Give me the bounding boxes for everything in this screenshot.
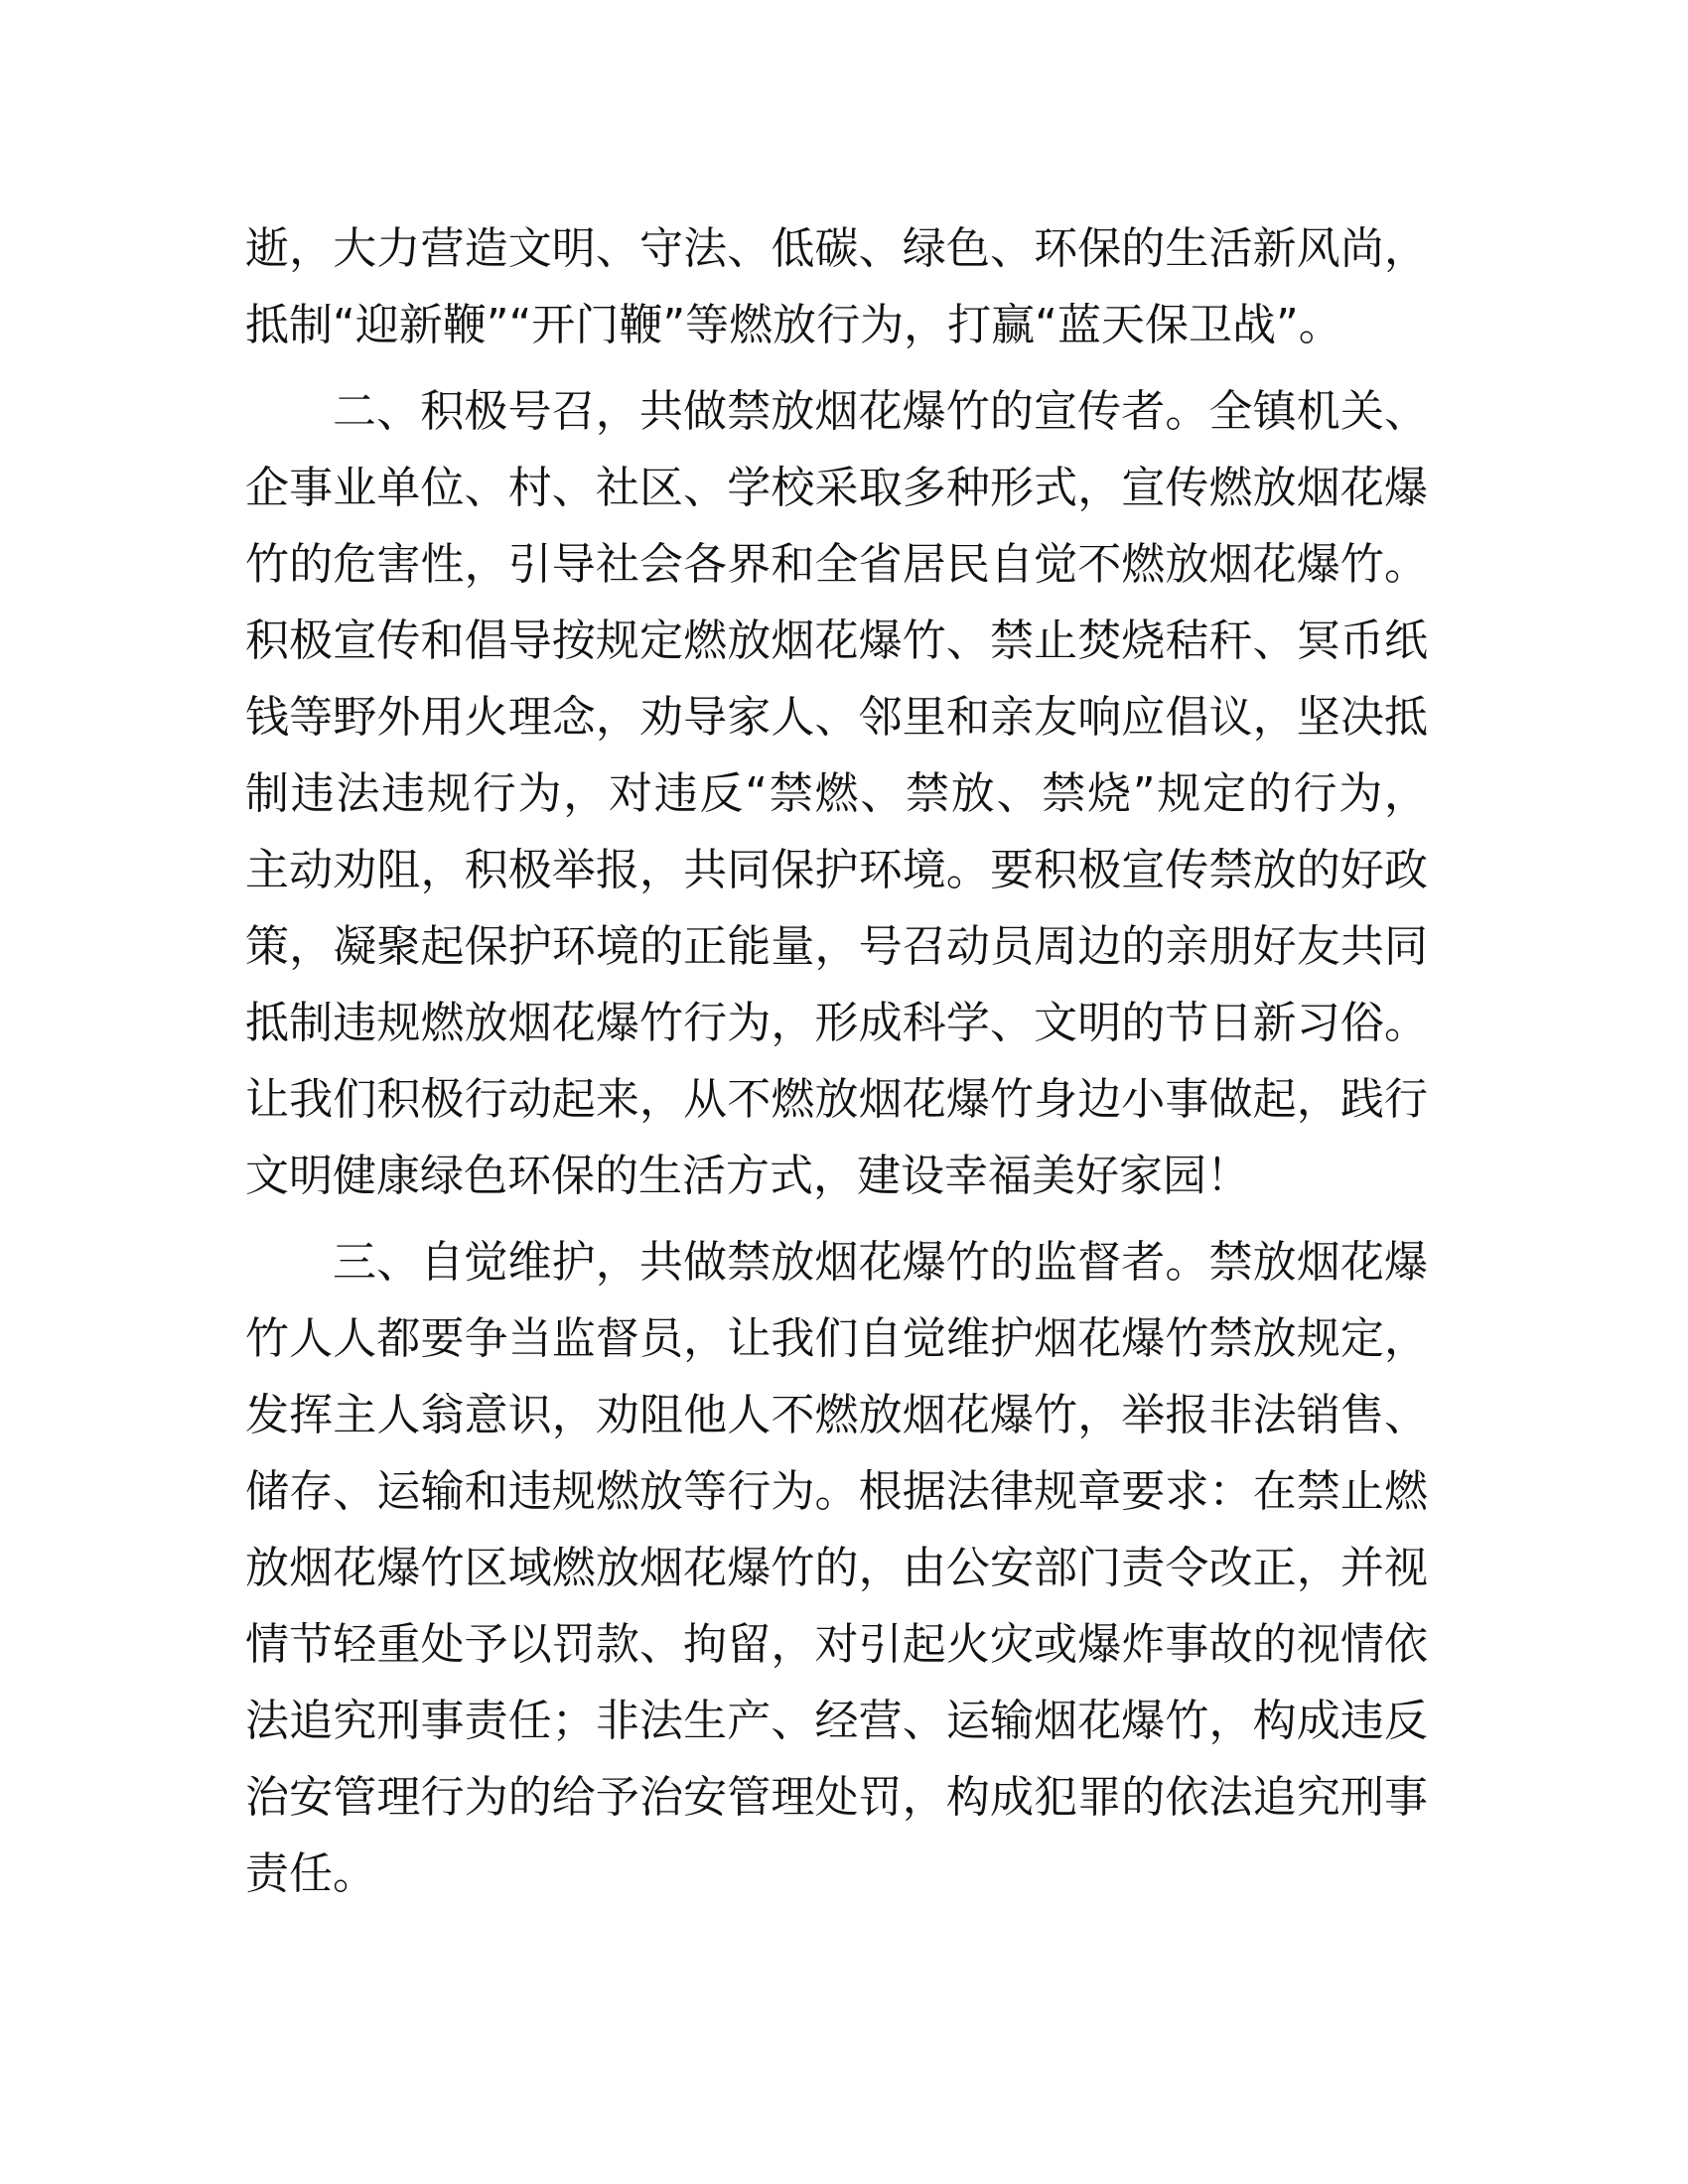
text-line: 发挥主人翁意识，劝阻他人不燃放烟花爆竹，举报非法销售、 [245,1390,1428,1440]
text-line: 治安管理行为的给予治安管理处罚，构成犯罪的依法追究刑事 [245,1772,1428,1823]
text-line: 企事业单位、村、社区、学校采取多种形式，宣传燃放烟花爆 [245,463,1428,513]
text-line: 二、积极号召，共做禁放烟花爆竹的宣传者。全镇机关、 [333,386,1428,437]
text-line: 主动劝阻，积极举报，共同保护环境。要积极宣传禁放的好政 [245,845,1428,895]
text-line: 钱等野外用火理念，劝导家人、邻里和亲友响应倡议，坚决抵 [245,692,1428,743]
text-line: 储存、运输和违规燃放等行为。根据法律规章要求：在禁止燃 [245,1466,1428,1517]
text-line: 逝，大力营造文明、守法、低碳、绿色、环保的生活新风尚， [245,223,1428,274]
text-line: 放烟花爆竹区域燃放烟花爆竹的，由公安部门责令改正，并视 [245,1543,1428,1593]
text-line: 策，凝聚起保护环境的正能量，号召动员周边的亲朋好友共同 [245,921,1428,972]
text-line: 责任。 [245,1848,376,1899]
text-line: 积极宣传和倡导按规定燃放烟花爆竹、禁止焚烧秸秆、冥币纸 [245,615,1428,666]
text-line: 抵制“迎新鞭”“开门鞭”等燃放行为，打赢“蓝天保卫战”。 [245,300,1342,350]
text-line: 抵制违规燃放烟花爆竹行为，形成科学、文明的节日新习俗。 [245,998,1428,1048]
text-line: 三、自觉维护，共做禁放烟花爆竹的监督者。禁放烟花爆 [333,1237,1428,1288]
paragraph-section-2 [245,373,1428,1214]
paragraph-continuation [245,210,1428,363]
text-line: 让我们积极行动起来，从不燃放烟花爆竹身边小事做起，践行 [245,1074,1428,1125]
text-line: 制违法违规行为，对违反“禁燃、禁放、禁烧”规定的行为， [245,768,1428,819]
text-line: 竹人人都要争当监督员，让我们自觉维护烟花爆竹禁放规定， [245,1313,1428,1364]
text-line: 法追究刑事责任；非法生产、经营、运输烟花爆竹，构成违反 [245,1696,1428,1746]
document-page [245,210,1428,1922]
text-line: 竹的危害性，引导社会各界和全省居民自觉不燃放烟花爆竹。 [245,539,1428,590]
text-line: 情节轻重处予以罚款、拘留，对引起火灾或爆炸事故的视情依 [245,1619,1428,1670]
text-line: 文明健康绿色环保的生活方式，建设幸福美好家园！ [245,1151,1250,1201]
paragraph-section-3 [245,1224,1428,1912]
